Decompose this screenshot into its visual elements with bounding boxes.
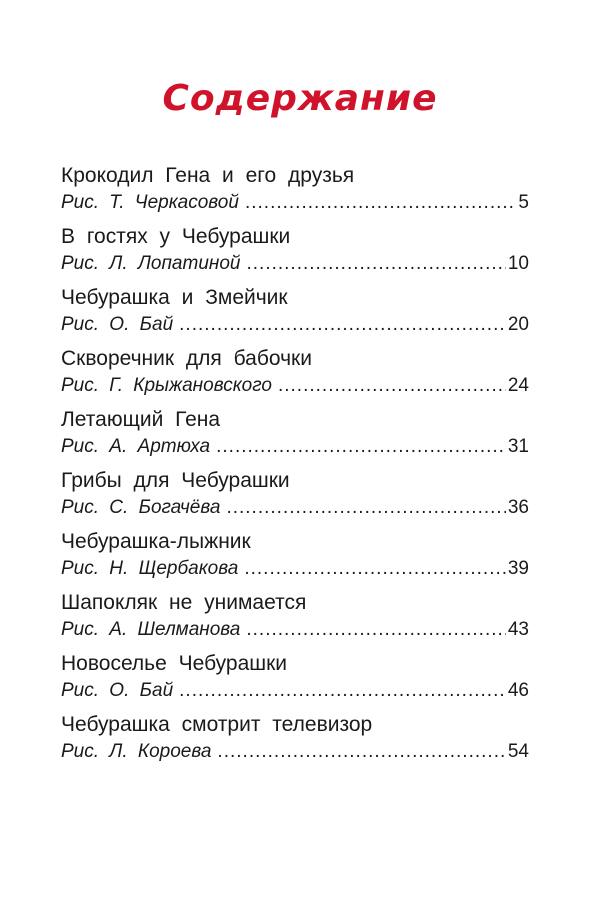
entry-line — [61, 739, 529, 765]
illustrator-credit: Рис. Т. Черкасовой — [61, 192, 239, 213]
illustrator-credit: Рис. О. Бай — [61, 314, 174, 335]
entry-line — [61, 495, 529, 521]
page-number: 43 — [507, 619, 529, 640]
page-number: 31 — [507, 436, 529, 457]
entry-title: Скворечник для бабочки — [61, 347, 312, 370]
entry-title: Новоселье Чебурашки — [61, 652, 288, 675]
entry-line — [61, 434, 529, 460]
page-number: 24 — [507, 375, 529, 396]
illustrator-credit: Рис. А. Шелманова — [61, 619, 241, 640]
illustrator-credit: Рис. А. Артюха — [61, 436, 211, 457]
dot-leader — [246, 617, 506, 643]
entry-line — [61, 251, 529, 277]
entry-line — [61, 312, 529, 338]
page-number: 46 — [507, 680, 529, 701]
page-number: 54 — [507, 741, 529, 762]
toc-entry[interactable] — [61, 528, 529, 589]
dot-leader — [246, 251, 505, 277]
toc-entry[interactable] — [61, 467, 529, 528]
dot-leader — [278, 373, 506, 399]
entry-line — [61, 556, 529, 582]
entry-title: Грибы для Чебурашки — [61, 469, 290, 492]
dot-leader — [244, 556, 506, 582]
illustrator-credit: Рис. О. Бай — [61, 680, 174, 701]
entry-line — [61, 617, 529, 643]
entry-title: В гостях у Чебурашки — [61, 225, 291, 248]
table-of-contents — [61, 162, 529, 772]
entry-title: Чебурашка и Змейчик — [61, 286, 288, 309]
dot-leader — [216, 434, 506, 460]
page-number: 39 — [507, 558, 529, 579]
entry-title: Чебурашка-лыжник — [61, 530, 251, 553]
entry-line — [61, 190, 529, 216]
entry-title: Шапокляк не унимается — [61, 591, 307, 614]
page-number: 10 — [507, 253, 529, 274]
page-title: Содержание — [162, 78, 438, 119]
toc-entry[interactable] — [61, 162, 529, 223]
illustrator-credit: Рис. Г. Крыжановского — [61, 375, 272, 396]
entry-title: Чебурашка смотрит телевизор — [61, 713, 373, 736]
page-number: 36 — [507, 497, 529, 518]
illustrator-credit: Рис. Л. Лопатиной — [61, 253, 241, 274]
toc-entry[interactable] — [61, 345, 529, 406]
dot-leader — [179, 312, 506, 338]
entry-title: Летающий Гена — [61, 408, 221, 431]
dot-leader — [226, 495, 505, 521]
dot-leader — [245, 190, 516, 216]
page-number: 5 — [518, 192, 529, 213]
page-number: 20 — [507, 314, 529, 335]
toc-entry[interactable] — [61, 406, 529, 467]
illustrator-credit: Рис. С. Богачёва — [61, 497, 221, 518]
toc-entry[interactable] — [61, 284, 529, 345]
dot-leader — [179, 678, 506, 704]
toc-entry[interactable] — [61, 223, 529, 284]
toc-entry[interactable] — [61, 711, 529, 772]
toc-entry[interactable] — [61, 589, 529, 650]
entry-line — [61, 678, 529, 704]
toc-entry[interactable] — [61, 650, 529, 711]
entry-line — [61, 373, 529, 399]
illustrator-credit: Рис. Н. Щербакова — [61, 558, 239, 579]
dot-leader — [217, 739, 505, 765]
illustrator-credit: Рис. Л. Короева — [61, 741, 212, 762]
entry-title: Крокодил Гена и его друзья — [61, 164, 355, 187]
